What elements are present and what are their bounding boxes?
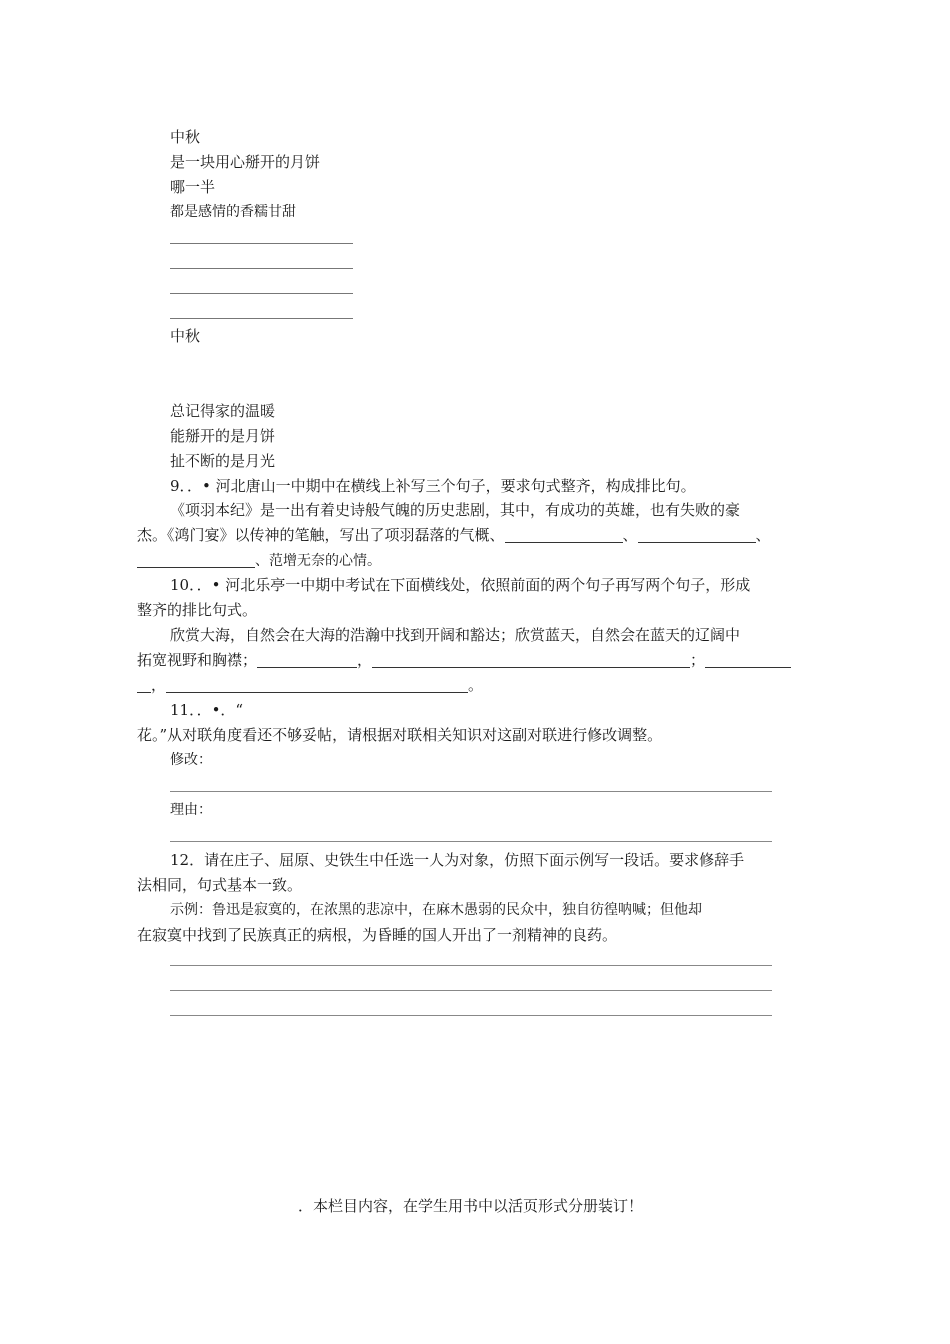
- q12-stem: 12．请在庄子、屈原、史铁生中任选一人为对象，仿照下面示例写一段话。要求修辞手: [170, 851, 745, 869]
- q10-semicolon: ；: [690, 651, 706, 669]
- q11-reason-label: 理由：: [170, 802, 212, 818]
- poem-stanza-title: 中秋: [170, 327, 201, 345]
- q9-text: 、范增无奈的心情。: [255, 553, 381, 569]
- q12-stem: 法相同，句式基本一致。: [137, 876, 303, 894]
- q11-modify-label: 修改：: [170, 752, 212, 768]
- poem-blank-line[interactable]: [170, 318, 353, 319]
- poem-line: 中秋: [170, 128, 201, 146]
- q12-example: 示例：鲁迅是寂寞的，在浓黑的悲凉中，在麻木愚弱的民众中，独自彷徨呐喊；但他却: [170, 902, 702, 918]
- q10-stem: 整齐的排比句式。: [137, 601, 258, 619]
- poem-line: 都是感情的香糯甘甜: [170, 204, 296, 220]
- poem-blank-line[interactable]: [170, 268, 353, 269]
- poem-line: 总记得家的温暖: [170, 402, 276, 420]
- q9-text-line: [137, 525, 771, 545]
- q10-text-line: [137, 675, 483, 695]
- q11-stem: 11．．•．“: [170, 701, 244, 719]
- q10-text-line: [137, 650, 791, 670]
- q9-separator: 、: [622, 526, 638, 544]
- q10-blank-4[interactable]: [166, 676, 468, 693]
- q10-blank-1[interactable]: [257, 651, 357, 668]
- q12-answer-line[interactable]: [170, 990, 772, 991]
- footer-note: ．本栏目内容，在学生用书中以活页形式分册装订！: [298, 1197, 644, 1215]
- poem-line: 扯不断的是月光: [170, 452, 276, 470]
- q9-stem: 9．．• 河北唐山一中期中在横线上补写三个句子，要求句式整齐，构成排比句。: [170, 477, 696, 495]
- q9-blank-2[interactable]: [638, 526, 756, 543]
- q11-text-line: 花。”从对联角度看还不够妥帖，请根据对联相关知识对这副对联进行修改调整。: [137, 726, 663, 744]
- q11-reason-answer-line[interactable]: [170, 841, 772, 842]
- q10-blank-3-cont[interactable]: [137, 676, 151, 693]
- q10-blank-2[interactable]: [372, 651, 690, 668]
- poem-blank-line[interactable]: [170, 293, 353, 294]
- q11-modify-answer-line[interactable]: [170, 791, 772, 792]
- q10-stem: 10．．• 河北乐亭一中期中考试在下面横线处，依照前面的两个句子再写两个句子，形成: [170, 576, 751, 594]
- poem-line: 是一块用心掰开的月饼: [170, 153, 321, 171]
- q10-comma: ，: [357, 651, 373, 669]
- q10-text: 拓宽视野和胸襟；: [137, 651, 258, 669]
- q9-text-line: [137, 550, 381, 571]
- q10-text-line: 欣赏大海，自然会在大海的浩瀚中找到开阔和豁达；欣赏蓝天，自然会在蓝天的辽阔中: [170, 626, 741, 644]
- q9-blank-1[interactable]: [505, 526, 623, 543]
- poem-line: 哪一半: [170, 178, 216, 196]
- q12-example: 在寂寞中找到了民族真正的病根，为昏睡的国人开出了一剂精神的良药。: [137, 926, 618, 944]
- q10-blank-3[interactable]: [705, 651, 791, 668]
- q9-blank-3[interactable]: [137, 551, 255, 568]
- q10-period: 。: [468, 676, 484, 694]
- q9-separator: 、: [755, 526, 771, 544]
- poem-line: 能掰开的是月饼: [170, 427, 276, 445]
- q9-text: 杰。《鸿门宴》以传神的笔触，写出了项羽磊落的气概、: [137, 526, 505, 544]
- q12-answer-line[interactable]: [170, 1015, 772, 1016]
- q10-comma: ，: [151, 676, 167, 694]
- q9-text-line: 《项羽本纪》是一出有着史诗般气魄的历史悲剧，其中，有成功的英雄，也有失败的豪: [170, 501, 741, 519]
- poem-blank-line[interactable]: [170, 243, 353, 244]
- q12-answer-line[interactable]: [170, 965, 772, 966]
